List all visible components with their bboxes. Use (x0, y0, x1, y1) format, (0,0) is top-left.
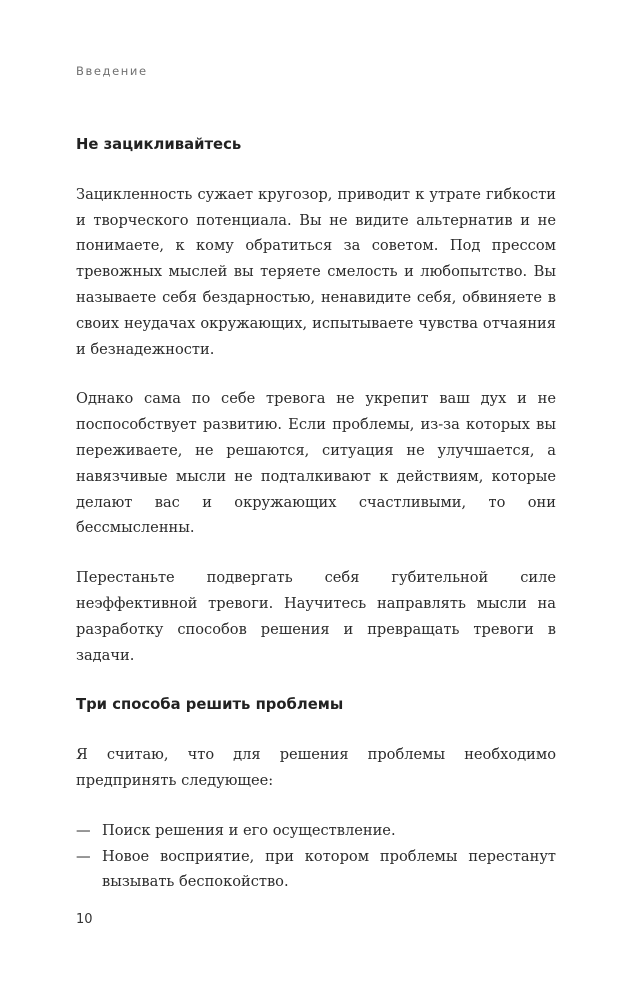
bullet-list (76, 818, 556, 895)
page-number: 10 (76, 912, 93, 927)
dash-marker: — (76, 821, 91, 839)
dash-marker: — (76, 847, 91, 865)
paragraph: Однако сама по себе тревога не укрепит ваш дух и не поспособствует развитию. Если проблемы, из-за которых вы переживаете, не решаются, ситуация не улучшается, а навязчивые мысли не подталкивают к действиям, которые делают вас и окружающих счастливыми, то они бессмысленны. (76, 390, 556, 537)
paragraph: Перестаньте подвергать себя губительной силе неэффективной тревоги. Научитесь направлять мысли на разработку способов решения и превращать тревоги в задачи. (76, 569, 556, 664)
section-heading: Не зацикливайтесь (76, 136, 242, 153)
list-item-text: Новое восприятие, при котором проблемы перестанут вызывать беспокойство. (102, 847, 556, 891)
page-body (76, 132, 556, 895)
running-head: Введение (76, 64, 148, 78)
list-item (76, 818, 556, 844)
list-item (76, 844, 556, 896)
section-heading: Три способа решить проблемы (76, 696, 344, 714)
paragraph: Я считаю, что для решения проблемы необходимо предпринять следующее: (76, 746, 556, 789)
paragraph: Зацикленность сужает кругозор, приводит к утрате гибкости и творческого потенциала. Вы не видите альтернатив и не понимаете, к кому обратиться за советом. Под прессом тревожных мыслей вы теряете смелость и любопытство. Вы называете себя бездарностью, ненавидите себя, обвиняете в своих неудачах окружающих, испытываете чувства отчаяния и безнадежности. (76, 185, 556, 358)
list-item-text: Поиск решения и его осуществление. (102, 821, 396, 839)
